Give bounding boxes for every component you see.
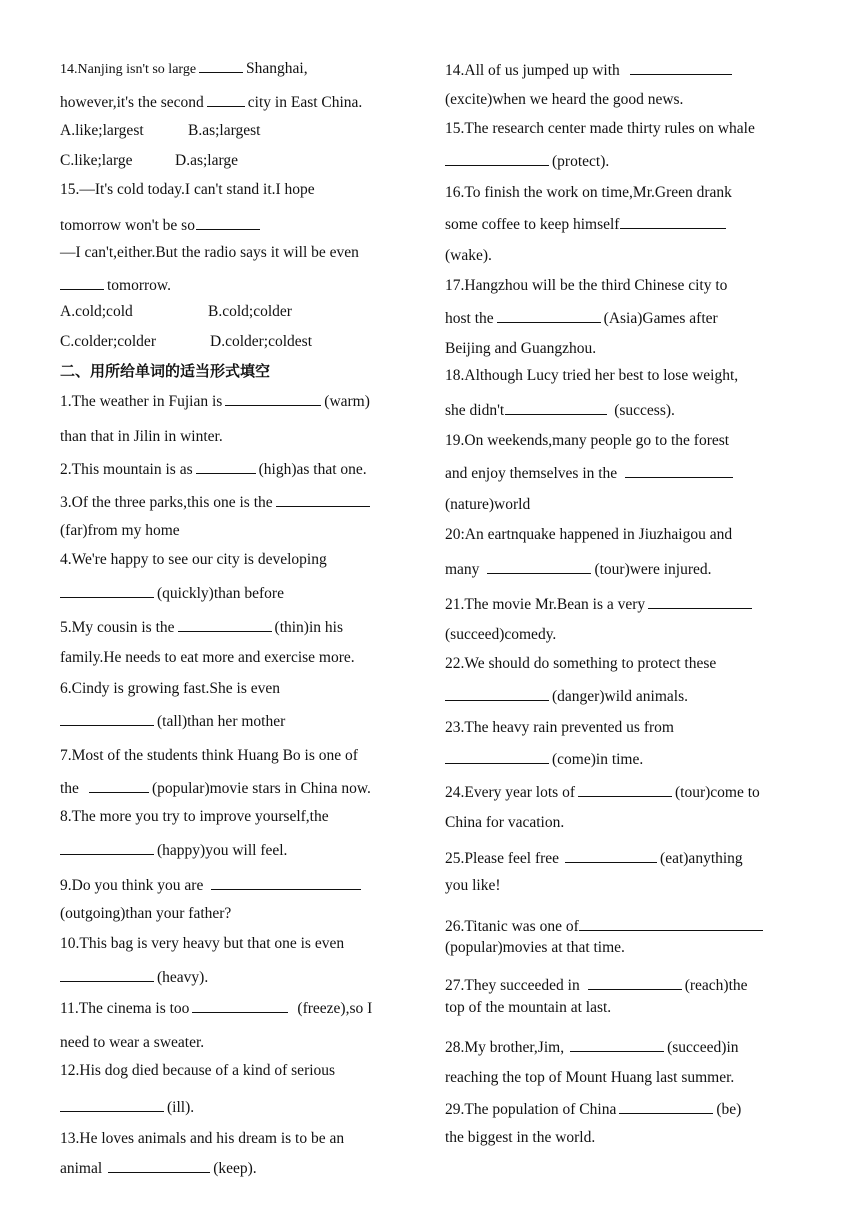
fill-question-28 bbox=[445, 1037, 805, 1087]
word-hint: (wake). bbox=[445, 247, 492, 264]
option-d[interactable]: D.colder;coldest bbox=[210, 333, 313, 350]
word-hint: (succeed)comedy. bbox=[445, 626, 557, 643]
answer-blank[interactable] bbox=[178, 617, 272, 632]
question-text: tomorrow won't be so bbox=[60, 217, 195, 234]
question-text: tomorrow. bbox=[107, 277, 171, 294]
question-text: 29.The population of China bbox=[445, 1101, 617, 1118]
options-row bbox=[60, 333, 412, 351]
answer-blank[interactable] bbox=[505, 400, 607, 415]
question-text: reaching the top of Mount Huang last summer. bbox=[445, 1069, 735, 1086]
question-text: however,it's the second bbox=[60, 94, 204, 111]
word-hint: (tall)than her mother bbox=[157, 713, 286, 730]
question-text: 27.They succeeded in bbox=[445, 977, 580, 994]
option-a[interactable]: A.cold;cold bbox=[60, 303, 133, 320]
answer-blank[interactable] bbox=[60, 840, 154, 855]
word-hint: (eat)anything bbox=[660, 850, 743, 867]
question-line bbox=[60, 275, 412, 295]
fill-question-3 bbox=[60, 492, 412, 540]
answer-blank[interactable] bbox=[60, 1097, 164, 1112]
question-text: 23.The heavy rain prevented us from bbox=[445, 719, 674, 736]
option-c[interactable]: C.colder;colder bbox=[60, 333, 156, 350]
option-a[interactable]: A.like;largest bbox=[60, 122, 144, 139]
answer-blank[interactable] bbox=[445, 686, 549, 701]
answer-blank[interactable] bbox=[60, 583, 154, 598]
question-text: animal bbox=[60, 1160, 103, 1177]
fill-question-15 bbox=[445, 120, 805, 171]
fill-question-12 bbox=[60, 1062, 412, 1117]
question-text: host the bbox=[445, 310, 494, 327]
question-text: 18.Although Lucy tried her best to lose weight, bbox=[445, 367, 739, 384]
question-text: 3.Of the three parks,this one is the bbox=[60, 494, 273, 511]
question-text: the bbox=[60, 780, 79, 797]
left-column bbox=[60, 52, 412, 1178]
fill-question-23 bbox=[445, 719, 805, 769]
question-text: 5.My cousin is the bbox=[60, 619, 175, 636]
fill-question-19 bbox=[445, 432, 805, 514]
question-text: 20:An eartnquake happened in Jiuzhaigou and bbox=[445, 526, 733, 543]
word-hint: (reach)the bbox=[684, 977, 748, 994]
question-line: —I can't,either.But the radio says it will be even bbox=[60, 244, 359, 261]
question-text: 14.Nanjing isn't so large bbox=[60, 62, 197, 77]
answer-blank[interactable] bbox=[630, 60, 732, 75]
question-text: 16.To finish the work on time,Mr.Green drank bbox=[445, 184, 732, 201]
option-d[interactable]: D.as;large bbox=[175, 152, 238, 169]
answer-blank[interactable] bbox=[445, 749, 549, 764]
question-text: 13.He loves animals and his dream is to be an bbox=[60, 1130, 345, 1147]
fill-question-1 bbox=[60, 391, 412, 446]
word-hint: (popular)movies at that time. bbox=[445, 939, 625, 956]
fill-question-16 bbox=[445, 184, 805, 265]
word-hint: (tour)were injured. bbox=[594, 561, 712, 578]
answer-blank[interactable] bbox=[570, 1037, 664, 1052]
question-text: 9.Do you think you are bbox=[60, 877, 204, 894]
answer-blank[interactable] bbox=[565, 848, 657, 863]
question-text: 6.Cindy is growing fast.She is even bbox=[60, 680, 280, 697]
word-hint: (protect). bbox=[552, 153, 610, 170]
question-text: 25.Please feel free bbox=[445, 850, 560, 867]
fill-question-11 bbox=[60, 998, 412, 1052]
question-text: city in East China. bbox=[247, 94, 363, 111]
question-text: 17.Hangzhou will be the third Chinese city to bbox=[445, 277, 728, 294]
word-hint: (far)from my home bbox=[60, 522, 180, 539]
question-15-choice bbox=[60, 181, 412, 351]
option-b[interactable]: B.as;largest bbox=[188, 122, 261, 139]
word-hint: (danger)wild animals. bbox=[552, 688, 689, 705]
question-14-choice bbox=[60, 58, 412, 170]
options-row bbox=[60, 303, 412, 321]
fill-question-24 bbox=[445, 782, 805, 832]
question-text: she didn't bbox=[445, 402, 505, 419]
question-text: and enjoy themselves in the bbox=[445, 465, 618, 482]
word-hint: (thin)in his bbox=[274, 619, 343, 636]
fill-question-10 bbox=[60, 935, 412, 987]
options-row bbox=[60, 152, 412, 170]
answer-blank[interactable] bbox=[199, 58, 243, 73]
answer-blank[interactable] bbox=[60, 967, 154, 982]
word-hint: (excite)when we heard the good news. bbox=[445, 91, 684, 108]
word-hint: (tour)come to bbox=[675, 784, 760, 801]
fill-question-5 bbox=[60, 617, 412, 667]
question-text: 19.On weekends,many people go to the forest bbox=[445, 432, 730, 449]
fill-question-29 bbox=[445, 1099, 805, 1147]
word-hint: (success). bbox=[614, 402, 675, 419]
answer-blank[interactable] bbox=[625, 463, 733, 478]
question-text: 26.Titanic was one of bbox=[445, 918, 579, 935]
question-text: 21.The movie Mr.Bean is a very bbox=[445, 596, 646, 613]
answer-blank[interactable] bbox=[196, 459, 256, 474]
fill-question-14 bbox=[445, 60, 805, 109]
word-hint: (Asia)Games after bbox=[603, 310, 718, 327]
fill-question-27 bbox=[445, 975, 805, 1017]
section-title: 二、用所给单词的适当形式填空 bbox=[60, 362, 271, 380]
answer-blank[interactable] bbox=[648, 594, 752, 609]
question-text: 7.Most of the students think Huang Bo is one of bbox=[60, 747, 358, 764]
question-text: 12.His dog died because of a kind of serious bbox=[60, 1062, 336, 1079]
word-hint: (nature)world bbox=[445, 496, 531, 513]
fill-question-21 bbox=[445, 594, 805, 644]
question-text: top of the mountain at last. bbox=[445, 999, 612, 1016]
question-line: 15.—It's cold today.I can't stand it.I hope bbox=[60, 181, 315, 198]
answer-blank[interactable] bbox=[196, 215, 260, 230]
answer-blank[interactable] bbox=[89, 778, 149, 793]
answer-blank[interactable] bbox=[578, 782, 672, 797]
question-text: Beijing and Guangzhou. bbox=[445, 340, 597, 357]
fill-question-25 bbox=[445, 848, 805, 895]
word-hint: (come)in time. bbox=[552, 751, 644, 768]
fill-question-20 bbox=[445, 526, 805, 579]
word-hint: (freeze),so I bbox=[297, 1000, 373, 1017]
word-hint: (high)as that one. bbox=[258, 461, 367, 478]
answer-blank[interactable] bbox=[588, 975, 682, 990]
question-text: some coffee to keep himself bbox=[445, 216, 620, 233]
answer-blank[interactable] bbox=[108, 1158, 210, 1173]
word-hint: (happy)you will feel. bbox=[157, 842, 288, 859]
question-text: 8.The more you try to improve yourself,the bbox=[60, 808, 329, 825]
question-text: family.He needs to eat more and exercise more. bbox=[60, 649, 355, 666]
word-hint: (be) bbox=[716, 1101, 742, 1118]
answer-blank[interactable] bbox=[487, 559, 591, 574]
answer-blank[interactable] bbox=[579, 916, 763, 931]
answer-blank[interactable] bbox=[192, 998, 288, 1013]
answer-blank[interactable] bbox=[445, 151, 549, 166]
fill-question-22 bbox=[445, 655, 805, 706]
answer-blank[interactable] bbox=[211, 875, 361, 890]
question-text: 24.Every year lots of bbox=[445, 784, 575, 801]
question-text: 14.All of us jumped up with bbox=[445, 62, 620, 79]
word-hint: (heavy). bbox=[157, 969, 209, 986]
fill-question-17 bbox=[445, 277, 805, 358]
fill-question-6 bbox=[60, 680, 412, 731]
option-c[interactable]: C.like;large bbox=[60, 152, 133, 169]
question-text: need to wear a sweater. bbox=[60, 1034, 205, 1051]
answer-blank[interactable] bbox=[207, 92, 245, 107]
fill-question-2 bbox=[60, 459, 412, 479]
question-line bbox=[60, 58, 412, 79]
question-text: many bbox=[445, 561, 480, 578]
answer-blank[interactable] bbox=[60, 275, 104, 290]
question-text: 28.My brother,Jim, bbox=[445, 1039, 565, 1056]
fill-question-7 bbox=[60, 747, 412, 798]
question-text: China for vacation. bbox=[445, 814, 565, 831]
word-hint: (quickly)than before bbox=[157, 585, 284, 602]
question-text: than that in Jilin in winter. bbox=[60, 428, 223, 445]
fill-question-9 bbox=[60, 875, 412, 923]
answer-blank[interactable] bbox=[619, 1099, 713, 1114]
question-line bbox=[60, 92, 412, 112]
options-row bbox=[60, 122, 412, 140]
fill-question-26 bbox=[445, 916, 805, 957]
question-text: 11.The cinema is too bbox=[60, 1000, 190, 1017]
answer-blank[interactable] bbox=[60, 711, 154, 726]
fill-question-18 bbox=[445, 367, 805, 420]
word-hint: (warm) bbox=[324, 393, 370, 410]
question-text: 22.We should do something to protect these bbox=[445, 655, 717, 672]
word-hint: (ill). bbox=[167, 1099, 195, 1116]
answer-blank[interactable] bbox=[225, 391, 321, 406]
question-text: Shanghai, bbox=[246, 60, 308, 77]
question-text: 1.The weather in Fujian is bbox=[60, 393, 223, 410]
fill-question-13 bbox=[60, 1130, 412, 1178]
answer-blank[interactable] bbox=[276, 492, 370, 507]
word-hint: (popular)movie stars in China now. bbox=[151, 780, 371, 797]
fill-question-4 bbox=[60, 551, 412, 603]
question-text: the biggest in the world. bbox=[445, 1129, 596, 1146]
word-hint: (outgoing)than your father? bbox=[60, 905, 232, 922]
option-b[interactable]: B.cold;colder bbox=[208, 303, 292, 320]
answer-blank[interactable] bbox=[497, 308, 601, 323]
question-text: you like! bbox=[445, 877, 501, 894]
right-column bbox=[445, 52, 805, 1147]
question-text: 4.We're happy to see our city is developing bbox=[60, 551, 327, 568]
question-line bbox=[60, 215, 412, 235]
fill-question-8 bbox=[60, 808, 412, 860]
question-text: 10.This bag is very heavy but that one is even bbox=[60, 935, 345, 952]
question-text: 15.The research center made thirty rules on whale bbox=[445, 120, 755, 137]
word-hint: (succeed)in bbox=[667, 1039, 739, 1056]
word-hint: (keep). bbox=[213, 1160, 257, 1177]
question-text: 2.This mountain is as bbox=[60, 461, 193, 478]
answer-blank[interactable] bbox=[620, 214, 726, 229]
